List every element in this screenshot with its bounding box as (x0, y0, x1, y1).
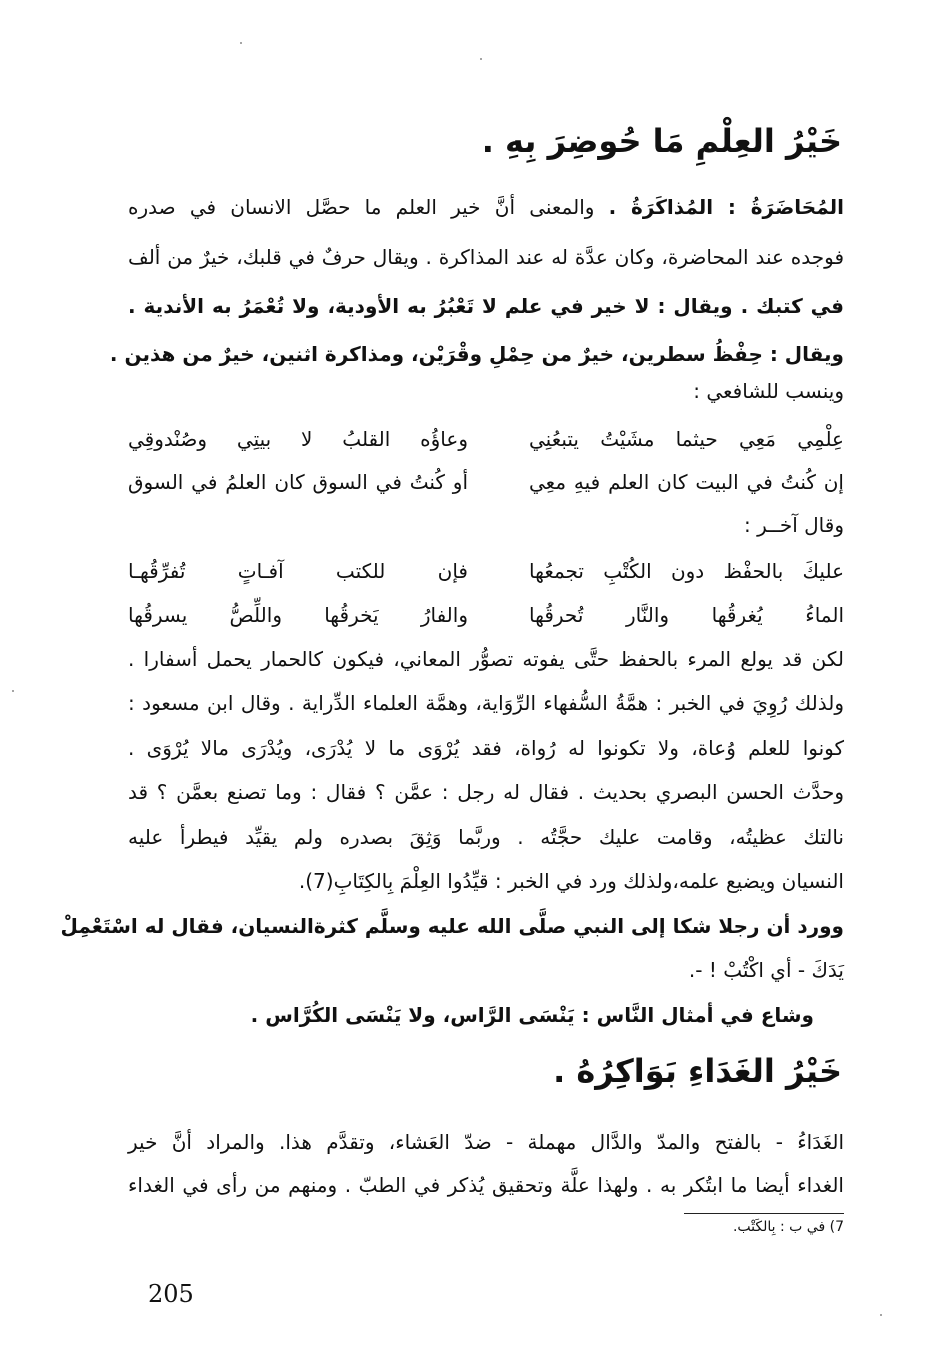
scan-speck (12, 690, 14, 692)
text-line: المُحَاضَرَةُ : المُذاكَرَةُ . والمعنى أنَّ خير العلم ما حصَّل الانسان في صدره (128, 195, 844, 219)
text-line: وحدَّث الحسن البصري بحديث . فقال له رجل : عمَّن ؟ فقال : وما تصنع بعمَّن ؟ قد (128, 780, 844, 804)
scan-speck (480, 58, 482, 60)
text-line: نالتك عظيتُه، وقامت عليك حجَّتُه . وربَّما وَثِقَ بصدره ولم يقيِّد فيطرأ عليه (128, 825, 844, 849)
page-number: 205 (148, 1280, 194, 1308)
verse-hemistich: إن كُنتُ في البيت كان العلم فيهِ معِي (529, 470, 844, 494)
text-line: ويقال : حِفْظُ سطرين، خيرٌ من حِمْلِ وقْرَيْن، ومذاكرة اثنين، خيرٌ من هذين . (109, 342, 844, 366)
text-line: يَدَكَ - أي اكْتُبْ ! -. (688, 958, 844, 982)
text-line: كونوا للعلم وُعاة، ولا تكونوا له رُواة، فقد يُرْوَى ما لا يُدْرَى، ويُدْرَى مالا يُرْوَى . (128, 736, 844, 760)
scan-speck (240, 42, 242, 44)
text-line: فوجده عند المحاضرة، وكان عدَّة له عند المذاكرة . ويقال حرفٌ في قلبك، خيرٌ من ألف (128, 245, 844, 269)
verse-hemistich: أو كُنتُ في السوق كان العلمُ في السوق (128, 470, 468, 494)
verse-hemistich: والفارُ يَخرقُها واللِّصُّ يسرقُها (128, 603, 468, 627)
text-line: لكن قد يولع المرء بالحفظ حتَّى يفوته تصوُّر المعاني، فيكون كالحمار يحمل أسفارا . (128, 647, 844, 671)
text-line: وورد أن رجلا شكا إلى النبي صلَّى الله عليه وسلَّم كثرةالنسيان، فقال له اسْتَعْمِلْ (60, 914, 844, 938)
verse-hemistich: وعاؤُه القلبُ لا بيتِي وصُنْدوقِي (128, 427, 468, 451)
text-line: النسيان ويضيع علمه،ولذلك ورد في الخبر : قيِّدُوا العِلْمَ بِالكِتَابِ(7). (298, 869, 844, 893)
footnote-divider (684, 1213, 844, 1214)
text-line: وينسب للشافعي : (693, 379, 844, 403)
section-heading-breakfast: خَيْرُ الغَدَاءِ بَوَاكِرُهُ . (553, 1052, 842, 1090)
text-line: وشاع في أمثال النَّاس : يَنْسَى الرَّاس، ولا يَنْسَى الكُرَّاس . (250, 1003, 814, 1027)
footnote: 7) في ب : بِالكَتْب. (732, 1219, 844, 1235)
text-line: الغداء أيضا ما ابتُكر به . ولهذا علَّة وتحقيق يُذكر في الطبّ . ومنهم من رأى في الغداء (128, 1173, 844, 1197)
verse-hemistich: الماءُ يُغرقُها والنَّار تُحرقُها (529, 603, 844, 627)
text-line: وقال آخــر : (744, 513, 844, 537)
section-heading-knowledge: خَيْرُ العِلْمِ مَا حُوضِرَ بِهِ . (481, 122, 842, 160)
verse-hemistich: عليكَ بالحفْظ دون الكُتْبِ تجمعُها (529, 559, 844, 583)
text-line: في كتبك . ويقال : لا خير في علم لا تَعْبُرُ به الأودية، ولا تُعْمَرُ به الأندية . (128, 294, 844, 318)
verse-hemistich: فإن للكتب آفـاتٍ تُفرِّقُهـا (128, 559, 468, 583)
text-line: الغَدَاءُ - بالفتح والمدّ والدَّال مهملة - ضدّ العَشاء، وتقدَّم هذا. والمراد أنَّ خير (128, 1130, 844, 1154)
scan-speck (880, 1314, 882, 1316)
text-line: ولذلك رُوِيَ في الخبر : همَّةُ السُّفهاء الرِّوَاية، وهمَّة العلماء الدِّراية . وقال ابن مسعود : (128, 691, 844, 715)
verse-hemistich: عِلْمِي مَعِي حيثما مشَيْتُ يتبعُنِي (529, 427, 844, 451)
